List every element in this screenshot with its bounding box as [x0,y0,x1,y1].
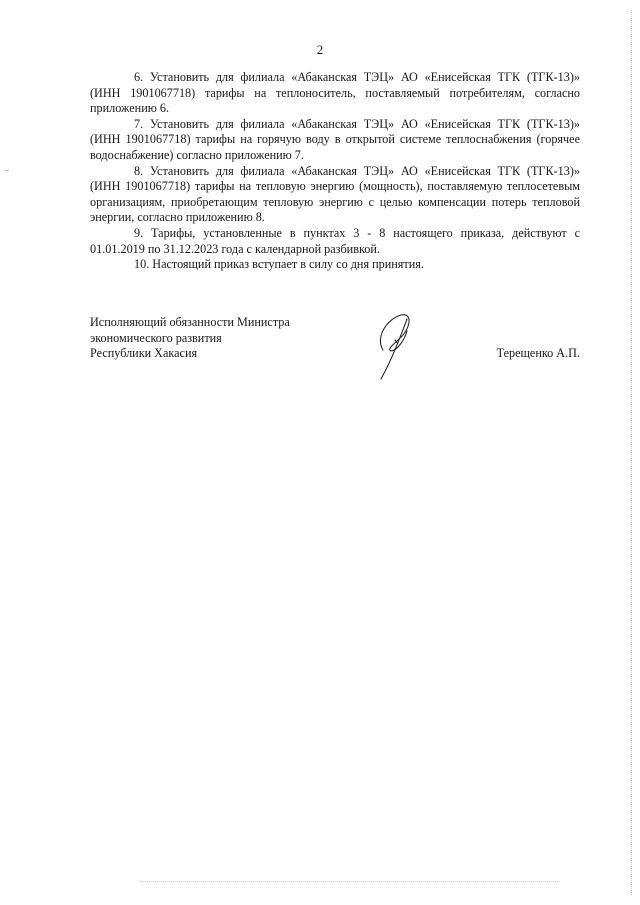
signatory-position-line: экономического развития [90,330,222,345]
handwritten-signature [365,305,425,385]
order-body [90,70,580,273]
signatory-position-line: Республики Хакасия [90,346,198,361]
signatory-position-line: Исполняющий обязанности Министра [90,315,290,329]
paragraph-9: 9. Тарифы, установленные в пунктах 3 - 8 настоящего приказа, действуют с 01.01.2019 по 31.12.2023 года с календарной разбивкой. [90,225,580,256]
signatory-position [90,315,290,362]
paragraph-8: 8. Установить для филиала «Абаканская ТЭЦ» АО «Енисейская ТГК (ТГК-13)» (ИНН 1901067718) тарифы на тепловую энергию (мощность), поставляемую теплосетевым организациям, приобретающим тепловую энергию с целью компенсации потерь тепловой энергии, согласно приложению 8. [90,163,580,225]
paragraph-7: 7. Установить для филиала «Абаканская ТЭЦ» АО «Енисейская ТГК (ТГК-13)» (ИНН 1901067718) тарифы на горячую воду в открытой системе теплоснабжения (горячее водоснабжение) согласно приложению 7. [90,116,580,162]
page-number: 2 [316,42,324,57]
scan-speck-artifact [140,881,560,883]
signatory-name: Терещенко А.П. [496,346,580,360]
paragraph-10: 10. Настоящий приказ вступает в силу со дня принятия. [134,257,424,272]
scan-edge-artifact [630,10,632,895]
paragraph-6: 6. Установить для филиала «Абаканская ТЭЦ» АО «Енисейская ТГК (ТГК-13)» (ИНН 1901067718) тарифы на теплоноситель, поставляемый потребителям, согласно приложению 6. [90,70,580,116]
scan-mark-artifact [5,170,9,171]
